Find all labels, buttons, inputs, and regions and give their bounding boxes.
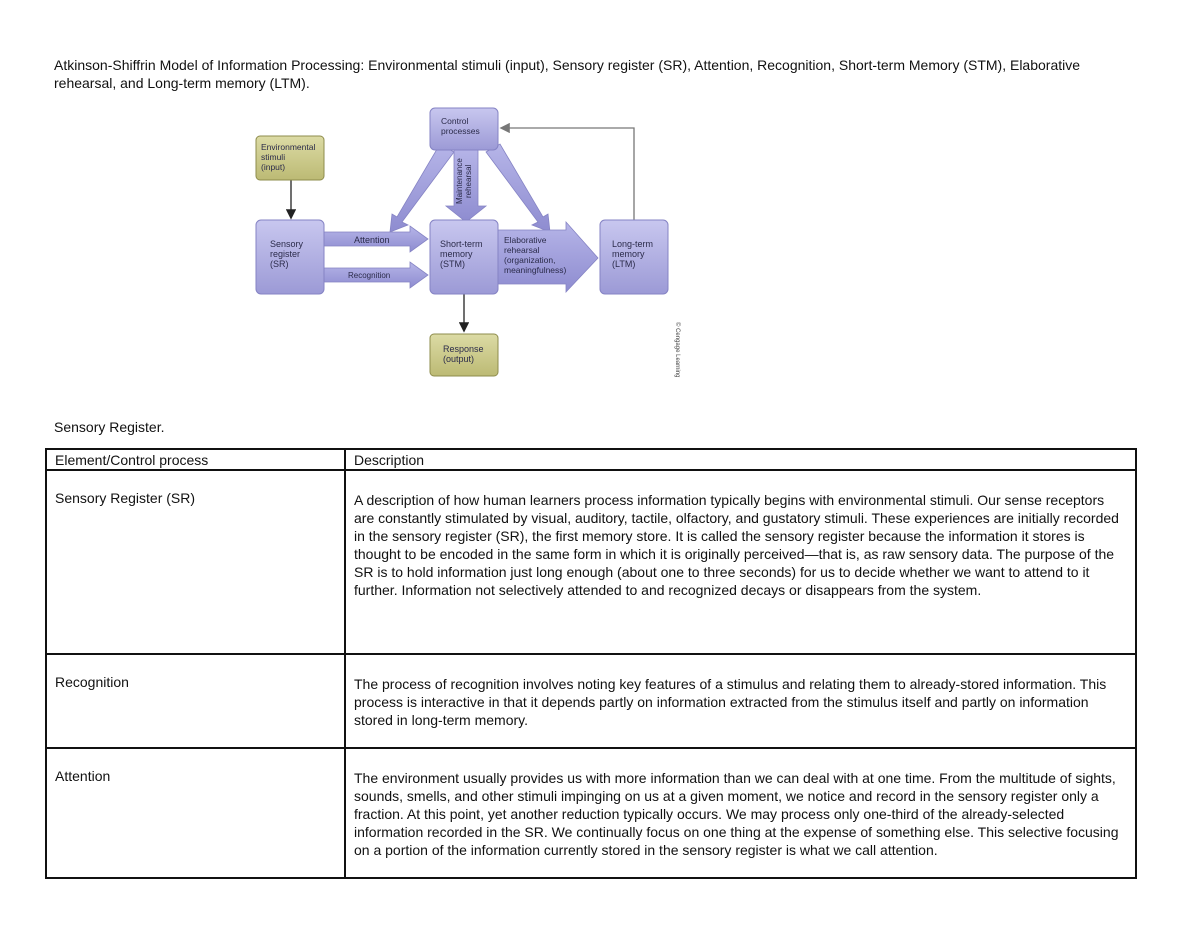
- table-row: [46, 470, 1136, 654]
- control-to-attention-arrow: [390, 144, 454, 232]
- row-description: The process of recognition involves noting key features of a stimulus and relating them to already-stored information. This process is interactive in that it depends partly on information extracted from the stimulus itself and partly on information stored in long-term memory.: [345, 654, 1136, 748]
- svg-text:Response (output): Response (output): [443, 344, 484, 364]
- row-description: A description of how human learners process information typically begins with environmental stimuli. Our sense receptors are constantly stimulated by visual, auditory, tactile, olfactory, and gustatory stimuli. These experiences are initially recorded in the sensory register (SR), the first memory store. It is called the sensory register because the information it stores is thought to be encoded in the same form in which it is originally perceived—that is, as raw sensory data. The purpose of the SR is to hold information just long enough (about one to three seconds) for us to decide whether we want to attend to it further. Information not selectively attended to and recognized decays or disappears from the system.: [345, 470, 1136, 654]
- sensory-register-table: [45, 448, 1137, 879]
- column-header-element: Element/Control process: [46, 449, 345, 470]
- row-description: The environment usually provides us with more information than we can deal with at one time. From the multitude of sights, sounds, smells, and other stimuli impinging on us at a given moment, we notice and record in the sensory register only a fraction. At this point, yet another reduction typically occurs. We may process only one-third of the already-selected information recorded in the SR. We continually focus on one thing at the expense of something else. This selective focusing on a portion of the information currently stored in the sensory register is what we call attention.: [345, 748, 1136, 878]
- row-element: Attention: [46, 748, 345, 878]
- table-row: [46, 748, 1136, 878]
- svg-text:Short-term memory: Short-term memory (STM): [440, 239, 483, 269]
- control-processes-box: [430, 108, 498, 150]
- maintenance-rehearsal-label: Maintenance rehearsal: [455, 158, 473, 204]
- figure-caption: Atkinson-Shiffrin Model of Information Processing: Environmental stimuli (input), Sensory register (SR), Attention, Recognition, Short-term Memory (STM), Elaborative rehearsal, and Long-term memory (LTM).: [54, 57, 1081, 91]
- control-to-elaborative-arrow: [486, 144, 550, 232]
- copyright-credit: © Cengage Learning: [674, 322, 680, 378]
- table-header-row: [46, 449, 1136, 470]
- atkinson-shiffrin-diagram: [250, 104, 690, 384]
- environmental-stimuli-box: [256, 136, 324, 180]
- svg-text:Sensory register (: Sensory register (SR): [270, 239, 304, 269]
- recognition-label: Recognition: [348, 271, 391, 280]
- section-label: Sensory Register.: [54, 419, 165, 435]
- response-box: [430, 334, 498, 376]
- ltm-feedback-arrow: [502, 128, 634, 220]
- long-term-memory-box: [600, 220, 668, 294]
- attention-label: Attention: [354, 235, 390, 245]
- svg-text:Environmental stimuli: Environmental stimuli (input): [261, 142, 316, 172]
- row-element: Recognition: [46, 654, 345, 748]
- elaborative-rehearsal-label: Elaborative rehearsal (organization, meaningfulness): [504, 235, 567, 275]
- svg-text:Long-term memory (: Long-term memory (LTM): [612, 239, 654, 269]
- svg-text:Control processes: Control processes: [441, 116, 480, 136]
- table-row: [46, 654, 1136, 748]
- row-element: Sensory Register (SR): [46, 470, 345, 654]
- short-term-memory-box: [430, 220, 498, 294]
- column-header-description: Description: [345, 449, 1136, 470]
- sensory-register-box: [256, 220, 324, 294]
